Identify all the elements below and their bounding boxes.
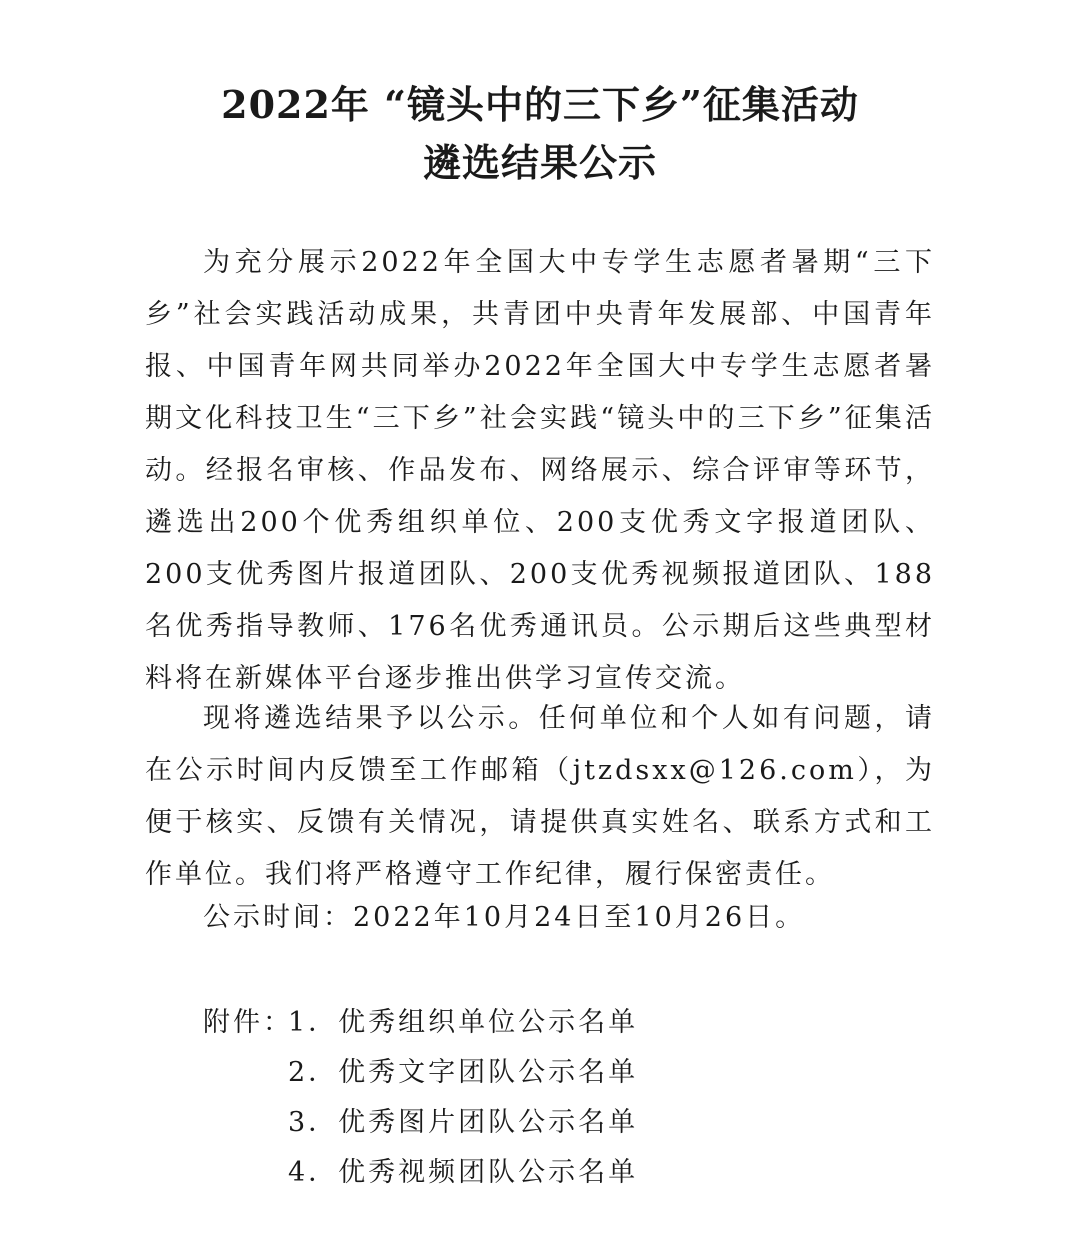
attachments-label: 附件： <box>203 1007 293 1038</box>
document-title-line-2: 遴选结果公示 <box>422 140 657 185</box>
attachment-item: 4．优秀视频团队公示名单 <box>288 1157 639 1188</box>
document-title-line-1: 2022年 “镜头中的三下乡”征集活动 <box>221 82 859 127</box>
paragraph-intro: 为充分展示2022年全国大中专学生志愿者暑期“三下乡”社会实践活动成果，共青团中央青年发展部、中国青年报、中国青年网共同举办2022年全国大中专学生志愿者暑期文化科技卫生“三下乡”社会实践“镜头中的三下乡”征集活动。经报名审核、作品发布、网络展示、综合评审等环节，遴选出200个优秀组织单位、200支优秀文字报道团队、200支优秀图片报道团队、200支优秀视频报道团队、188名优秀指导教师、176名优秀通讯员。公示期后这些典型材料将在新媒体平台逐步推出供学习宣传交流。 <box>145 247 935 694</box>
paragraph-feedback: 现将遴选结果予以公示。任何单位和个人如有问题，请在公示时间内反馈至工作邮箱（jtzdsxx@126.com），为便于核实、反馈有关情况，请提供真实姓名、联系方式和工作单位。我们将严格遵守工作纪律，履行保密责任。 <box>145 703 935 890</box>
paragraph-publicity-time: 公示时间：2022年10月24日至10月26日。 <box>203 902 806 933</box>
attachment-item: 2．优秀文字团队公示名单 <box>288 1057 639 1088</box>
attachment-item: 1．优秀组织单位公示名单 <box>288 1007 639 1038</box>
attachment-item: 3．优秀图片团队公示名单 <box>288 1107 639 1138</box>
